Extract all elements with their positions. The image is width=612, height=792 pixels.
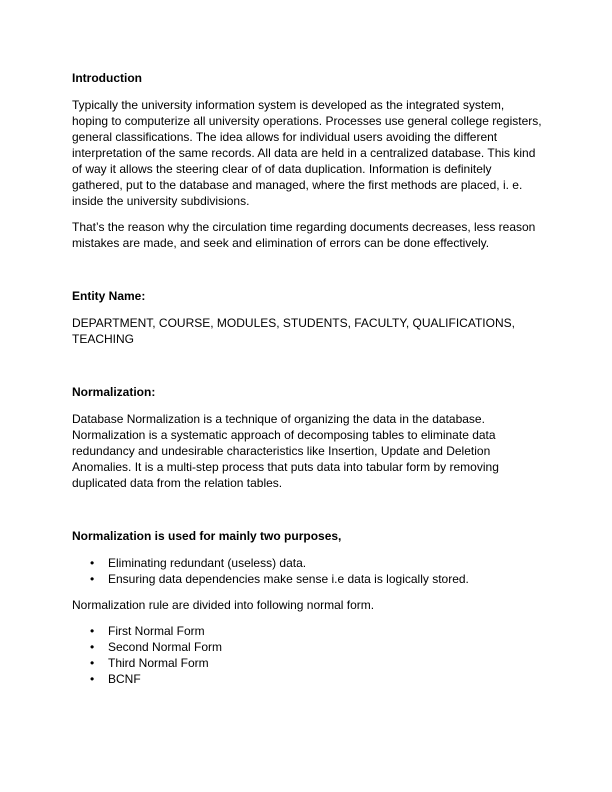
- entity-name-heading: Entity Name:: [72, 289, 146, 303]
- document-page: [72, 70, 542, 687]
- bullet-icon: •: [90, 640, 95, 654]
- list-item: [72, 571, 542, 587]
- bullet-icon: •: [90, 656, 95, 670]
- list-item-text: BCNF: [108, 672, 141, 686]
- bullet-icon: •: [90, 556, 95, 570]
- list-item: [72, 655, 542, 671]
- introduction-paragraph-2: That’s the reason why the circulation time regarding documents decreases, less reason mistakes are made, and seek and elimination of errors can be done effectively.: [72, 220, 536, 250]
- introduction-heading: Introduction: [72, 71, 142, 85]
- list-item: [72, 555, 542, 571]
- list-item-text: Ensuring data dependencies make sense i.e data is logically stored.: [108, 572, 469, 586]
- list-item-text: Third Normal Form: [108, 656, 209, 670]
- entity-name-list: DEPARTMENT, COURSE, MODULES, STUDENTS, FACULTY, QUALIFICATIONS, TEACHING: [72, 316, 515, 346]
- list-item: [72, 671, 542, 687]
- list-item-text: Second Normal Form: [108, 640, 223, 654]
- list-item: [72, 639, 542, 655]
- introduction-paragraph-1: Typically the university information system is developed as the integrated system, hoping to computerize all university operations. Processes use general college registers, general classifications. The idea allows for individual users avoiding the different interpretation of the same records. All data are held in a centralized database. This kind of way it allows the steering clear of of data duplication. Information is definitely gathered, put to the database and managed, where the first methods are placed, i. e. inside the university subdivisions.: [72, 98, 542, 208]
- bullet-icon: •: [90, 672, 95, 686]
- normalization-heading: Normalization:: [72, 385, 156, 399]
- normal-forms-list: [72, 623, 542, 687]
- bullet-icon: •: [90, 572, 95, 586]
- list-item-text: Eliminating redundant (useless) data.: [108, 556, 307, 570]
- purposes-list: [72, 555, 542, 587]
- bullet-icon: •: [90, 624, 95, 638]
- list-item-text: First Normal Form: [108, 624, 205, 638]
- normalization-paragraph: Database Normalization is a technique of organizing the data in the database. Normalization is a systematic approach of decomposing tables to eliminate data redundancy and undesirable characteristics like Insertion, Update and Deletion Anomalies. It is a multi-step process that puts data into tabular form by removing duplicated data from the relation tables.: [72, 412, 499, 490]
- purposes-heading: Normalization is used for mainly two purposes,: [72, 529, 342, 543]
- list-item: [72, 623, 542, 639]
- normal-forms-intro: Normalization rule are divided into following normal form.: [72, 598, 375, 612]
